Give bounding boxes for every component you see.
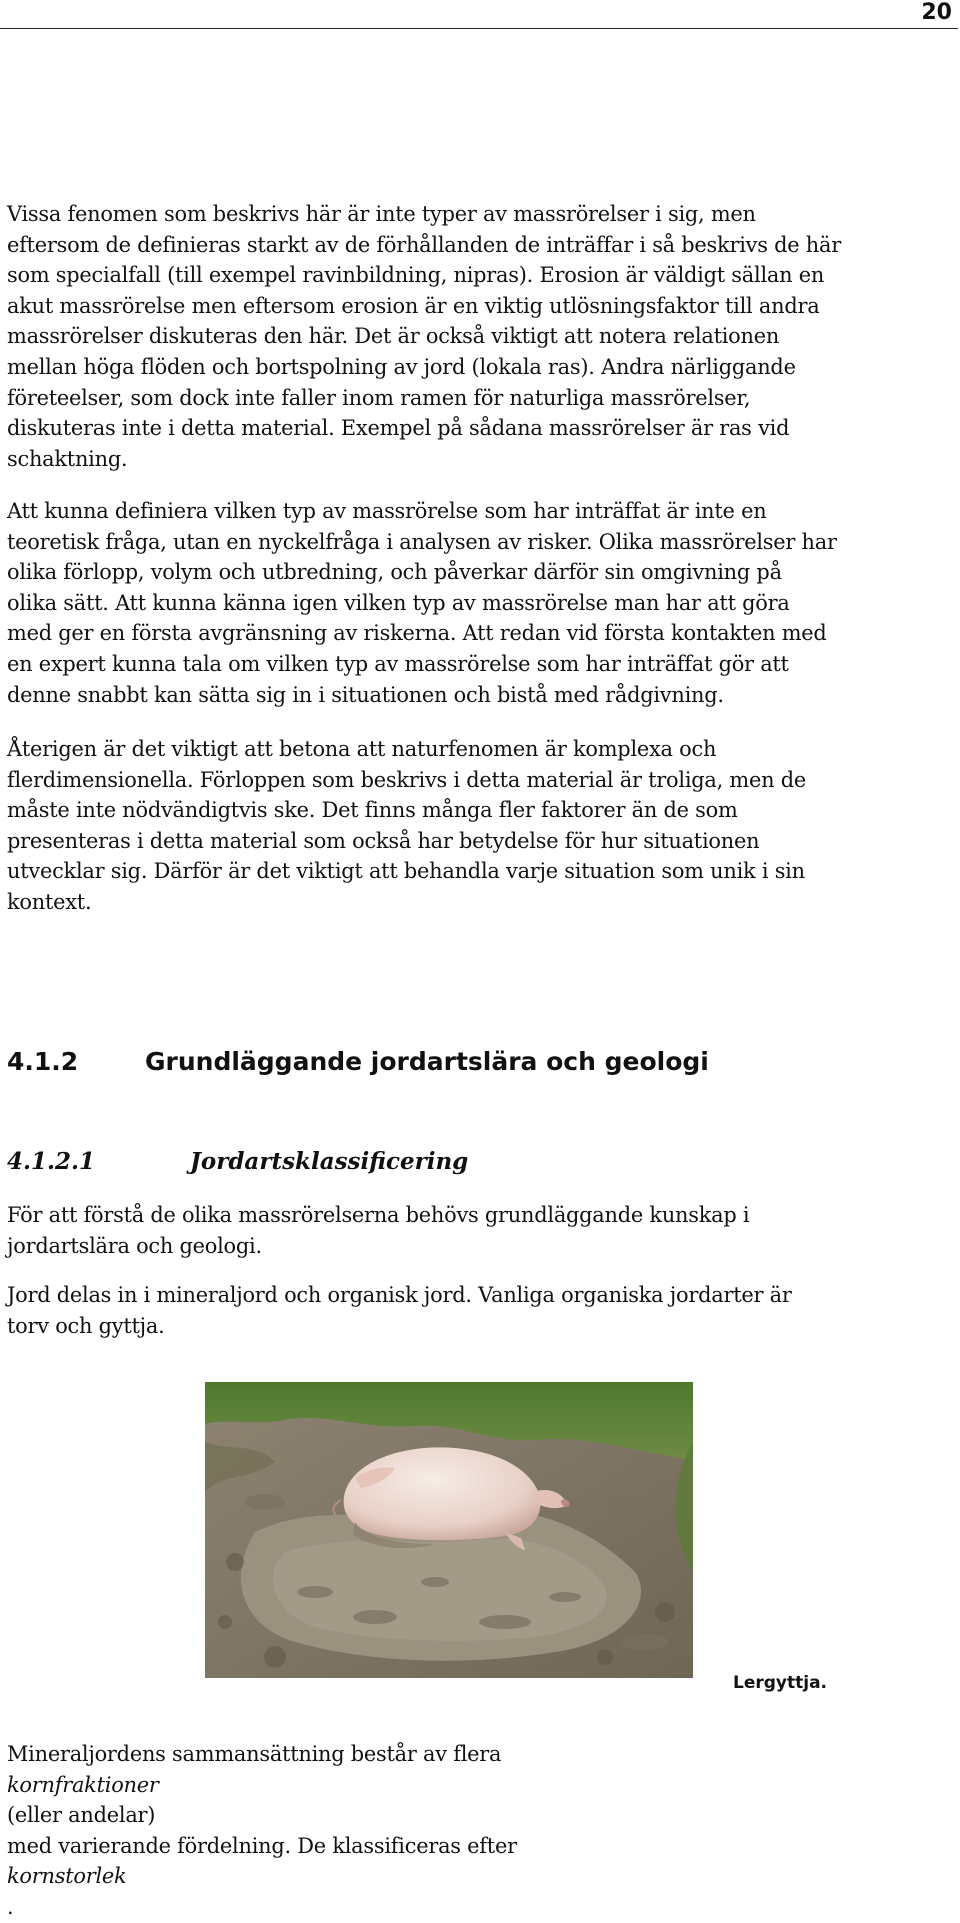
text-line: kontext. [7, 889, 92, 914]
text-segment: (eller andelar) [7, 1803, 156, 1828]
term-kornfraktioner: kornfraktioner [7, 1772, 159, 1797]
subsection-heading [7, 1146, 468, 1178]
text-line: presenteras i detta material som också har betydelse för hur situationen [7, 828, 760, 853]
subsection-title: Jordartsklassificering [190, 1148, 469, 1175]
text-line [7, 1831, 953, 1923]
text-line: Vissa fenomen som beskrivs här är inte typer av massrörelser i sig, men [7, 202, 756, 226]
text-line: måste inte nödvändigtvis ske. Det finns många fler faktorer än de som [7, 798, 738, 823]
paragraph-mineral-soil [7, 1739, 957, 1923]
text-line: eftersom de definieras starkt av de förhållanden de inträffar i så beskrivs de här [7, 232, 841, 257]
paragraph-basics [7, 1200, 957, 1261]
paragraph-risk-analysis [7, 496, 957, 710]
text-line: mellan höga flöden och bortspolning av jord (lokala ras). Andra närliggande [7, 354, 796, 379]
term-kornstorlek: kornstorlek [7, 1864, 127, 1889]
section-heading [7, 1046, 709, 1078]
text-line: diskuteras inte i detta material. Exempel på sådana massrörelser är ras vid [7, 416, 790, 441]
text-line: denne snabbt kan sätta sig in i situationen och bistå med rådgivning. [7, 682, 724, 707]
figure-caption: Lergyttja. [733, 1673, 828, 1693]
text-line: massrörelser diskuteras den här. Det är också viktigt att notera relationen [7, 324, 780, 349]
text-line: med ger en första avgränsning av riskerna. Att redan vid första kontakten med [7, 621, 827, 646]
text-segment: . [7, 1894, 14, 1919]
subsection-number: 4.1.2.1 [7, 1148, 96, 1175]
section-title: Grundläggande jordartslära och geologi [145, 1047, 709, 1076]
text-line: akut massrörelse men eftersom erosion är en viktig utlösningsfaktor till andra [7, 293, 820, 318]
text-line: Att kunna definiera vilken typ av massrörelse som har inträffat är inte en [7, 499, 767, 523]
paragraph-soil-types [7, 1280, 957, 1341]
text-line: flerdimensionella. Förloppen som beskrivs i detta material är troliga, men de [7, 767, 807, 792]
text-line: Jord delas in i mineraljord och organisk jord. Vanliga organiska jordarter är [7, 1283, 792, 1307]
text-line: teoretisk fråga, utan en nyckelfråga i analysen av risker. Olika massrörelser har [7, 529, 837, 554]
text-line [7, 1739, 953, 1831]
text-line: torv och gyttja. [7, 1313, 165, 1338]
text-line: utvecklar sig. Därför är det viktigt att behandla varje situation som unik i sin [7, 859, 805, 884]
text-segment: Mineraljordens sammansättning består av flera [7, 1742, 502, 1766]
text-line: Återigen är det viktigt att betona att naturfenomen är komplexa och [7, 737, 717, 761]
page-header [0, 0, 958, 29]
text-line: olika förlopp, volym och utbredning, och påverkar därför sin omgivning på [7, 560, 782, 585]
text-line: företeelser, som dock inte faller inom ramen för naturliga massrörelser, [7, 385, 751, 410]
text-line: en expert kunna tala om vilken typ av massrörelse som har inträffat gör att [7, 651, 789, 676]
text-line: För att förstå de olika massrörelserna behövs grundläggande kunskap i [7, 1203, 750, 1227]
text-line: jordartslära och geologi. [7, 1233, 262, 1258]
text-segment: med varierande fördelning. De klassificeras efter [7, 1833, 517, 1858]
text-line: olika sätt. Att kunna känna igen vilken typ av massrörelse man har att göra [7, 590, 790, 615]
text-line: schaktning. [7, 446, 128, 471]
page-number: 20 [921, 0, 952, 25]
section-number: 4.1.2 [7, 1047, 79, 1076]
paragraph-intro [7, 199, 957, 474]
paragraph-complexity [7, 734, 957, 918]
pig-in-mud-photo [205, 1382, 693, 1678]
text-line: som specialfall (till exempel ravinbildning, nipras). Erosion är väldigt sällan en [7, 263, 825, 288]
